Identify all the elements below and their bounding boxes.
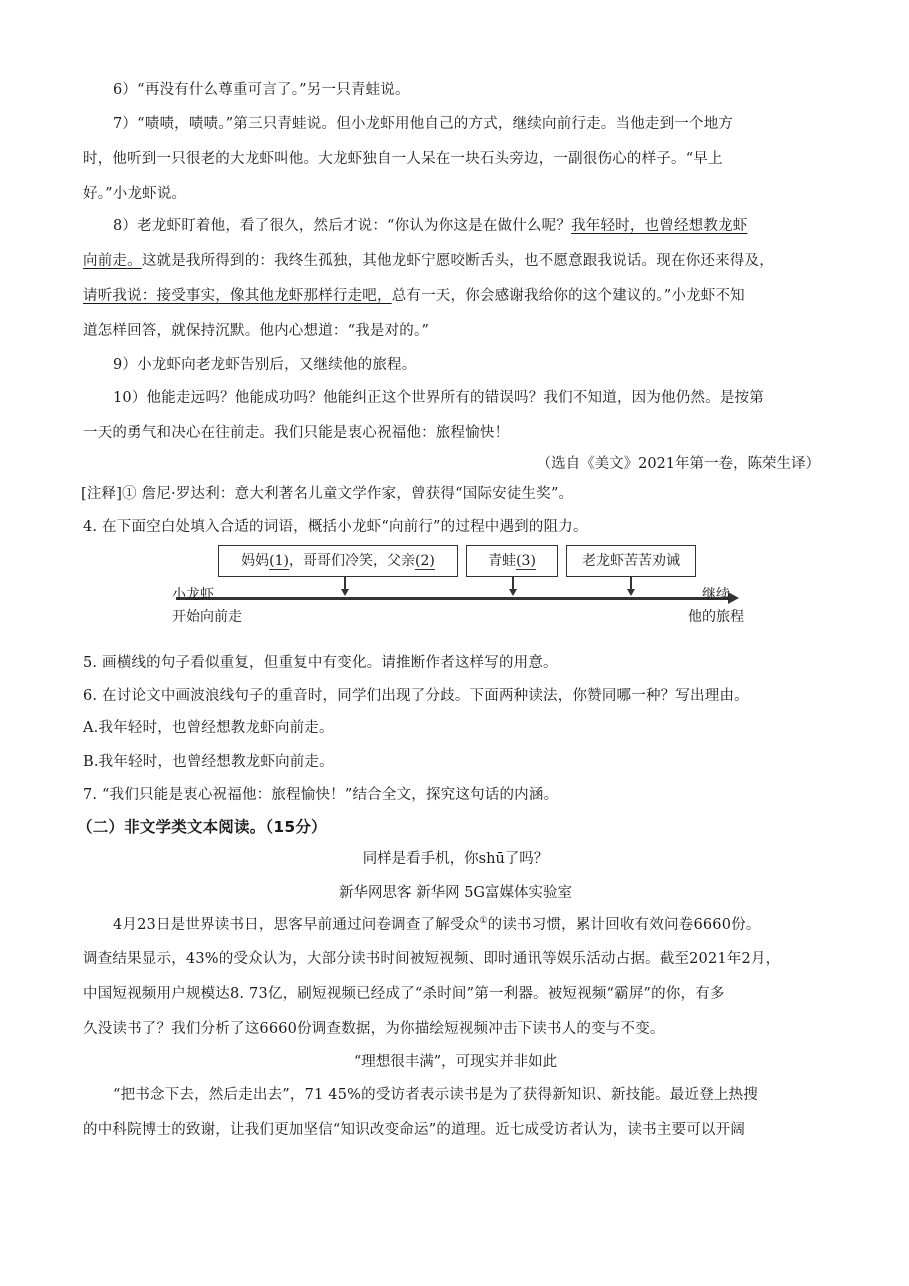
article-paragraph-2-line-2: 的中科院博士的致谢，让我们更加坚信“知识改变命运”的道理。近七成受访者认为，读书主要可以开阔 <box>83 1122 746 1138</box>
question-6: 6. 在讨论文中画波浪线句子的重音时，同学们出现了分歧。下面两种读法，你赞同哪一种？写出理由。 <box>83 688 749 704</box>
obstacles-diagram <box>88 540 778 630</box>
question-6-option-a: A.我年轻时，也曾经想教龙虾向前走。 <box>83 720 334 736</box>
story-paragraph-7-line-3: 好。”小龙虾说。 <box>83 186 187 202</box>
story-paragraph-10-line-2: 一天的勇气和决心在往前走。我们只能是衷心祝福他：旅程愉快！ <box>83 425 510 441</box>
article-subheading: “理想很丰满”，可现实并非如此 <box>353 1054 558 1070</box>
article-paragraph-1-line-3: 中国短视频用户规模达8. 73亿，刷短视频已经成了“杀时间”第一利器。被短视频“霸屏”的你，有多 <box>83 986 725 1002</box>
diagram-box-frogs <box>466 545 558 577</box>
question-5: 5. 画横线的句子看似重复，但重复中有变化。请推断作者这样写的用意。 <box>83 655 558 671</box>
underlined-sentence: 请听我说：接受事实，像其他龙虾那样行走吧， <box>83 288 392 304</box>
end-label-line-2: 他的旅程 <box>688 609 744 625</box>
story-text: 这就是我所得到的：我终生孤独，其他龙虾宁愿咬断舌头，也不愿意跟我说话。现在你还来得及， <box>141 253 774 269</box>
story-paragraph-8-line-3 <box>83 284 745 305</box>
timeline-axis <box>176 597 731 600</box>
story-paragraph-10-line-1: 10）他能走远吗？他能成功吗？他能纠正这个世界所有的错误吗？我们不知道，因为他仍然。是按第 <box>113 390 764 406</box>
question-6-option-b: B.我年轻时，也曾经想教龙虾向前走。 <box>83 754 334 770</box>
story-paragraph-7-line-1: 7）“啧啧，啧啧。”第三只青蛙说。但小龙虾用他自己的方式，继续向前行走。当他走到一个地方 <box>113 116 734 132</box>
box-text: 青蛙 <box>488 553 517 569</box>
article-title: 同样是看手机，你shū了吗？ <box>362 851 549 867</box>
article-paragraph-1-line-1 <box>113 913 761 934</box>
story-paragraph-6: 6）“再没有什么尊重可言了。”另一只青蛙说。 <box>113 82 410 98</box>
story-paragraph-8-line-2 <box>83 249 774 270</box>
article-paragraph-1-line-4: 久没读书了？我们分析了这6660份调查数据，为你描绘短视频冲击下读书人的变与不变。 <box>83 1021 665 1037</box>
diagram-box-old-lobster: 老龙虾苦苦劝诫 <box>566 545 696 577</box>
article-text: 4月23日是世界读书日，思客早前通过问卷调查了解受众 <box>113 917 480 933</box>
story-note: [注释]① 詹尼·罗达利：意大利著名儿童文学作家，曾获得“国际安徒生奖”。 <box>81 486 574 502</box>
story-paragraph-9: 9）小龙虾向老龙虾告别后，又继续他的旅程。 <box>113 357 417 373</box>
box-text: 妈妈 <box>241 553 270 569</box>
arrow-down-icon <box>341 589 349 596</box>
blank-3[interactable]: (3) <box>516 553 536 569</box>
diagram-box-family <box>218 545 458 577</box>
start-label-line-1: 小龙虾 <box>172 587 214 603</box>
story-text: 8）老龙虾盯着他，看了很久，然后才说：“你认为你这是在做什么呢？ <box>113 218 572 234</box>
wavy-underlined-sentence-end: 向前走。 <box>83 253 142 269</box>
footnote-marker: ① <box>479 916 488 927</box>
story-paragraph-7-line-2: 时，他听到一只很老的大龙虾叫他。大龙虾独自一人呆在一块石头旁边，一副很伤心的样子。“早上 <box>83 151 723 167</box>
arrow-down-icon <box>627 589 635 596</box>
box-text: ，哥哥们冷笑，父亲 <box>289 553 415 569</box>
article-text: 的读书习惯，累计回收有效问卷6660份。 <box>487 917 761 933</box>
article-paragraph-2-line-1: “把书念下去，然后走出去”，71 45%的受访者表示读书是为了获得新知识、新技能。最近登上热搜 <box>113 1087 759 1103</box>
wavy-underlined-sentence: 我年轻时，也曾经想教龙虾 <box>571 218 748 234</box>
article-paragraph-1-line-2: 调查结果显示，43%的受众认为，大部分读书时间被短视频、即时通讯等娱乐活动占据。截至2021年2月， <box>83 951 781 967</box>
story-text: 总有一天，你会感谢我给你的这个建议的。”小龙虾不知 <box>391 288 745 304</box>
question-4: 4. 在下面空白处填入合适的词语，概括小龙虾“向前行”的过程中遇到的阻力。 <box>83 519 588 535</box>
section-2-heading: （二）非文学类文本阅读。（15分） <box>77 818 327 836</box>
arrow-down-icon <box>509 589 517 596</box>
blank-1[interactable]: (1) <box>269 553 289 569</box>
story-source: （选自《美文》2021年第一卷，陈荣生译） <box>536 456 820 472</box>
start-label-line-2: 开始向前走 <box>172 609 242 625</box>
blank-2[interactable]: (2) <box>415 553 435 569</box>
story-paragraph-8-line-4: 道怎样回答，就保持沉默。他内心想道：“我是对的。” <box>83 323 430 339</box>
end-label-line-1: 继续 <box>702 587 730 603</box>
article-byline: 新华网思客 新华网 5G富媒体实验室 <box>338 885 573 901</box>
question-7: 7. “我们只能是衷心祝福他：旅程愉快！”结合全文，探究这句话的内涵。 <box>83 787 559 803</box>
story-paragraph-8-line-1 <box>113 214 747 235</box>
